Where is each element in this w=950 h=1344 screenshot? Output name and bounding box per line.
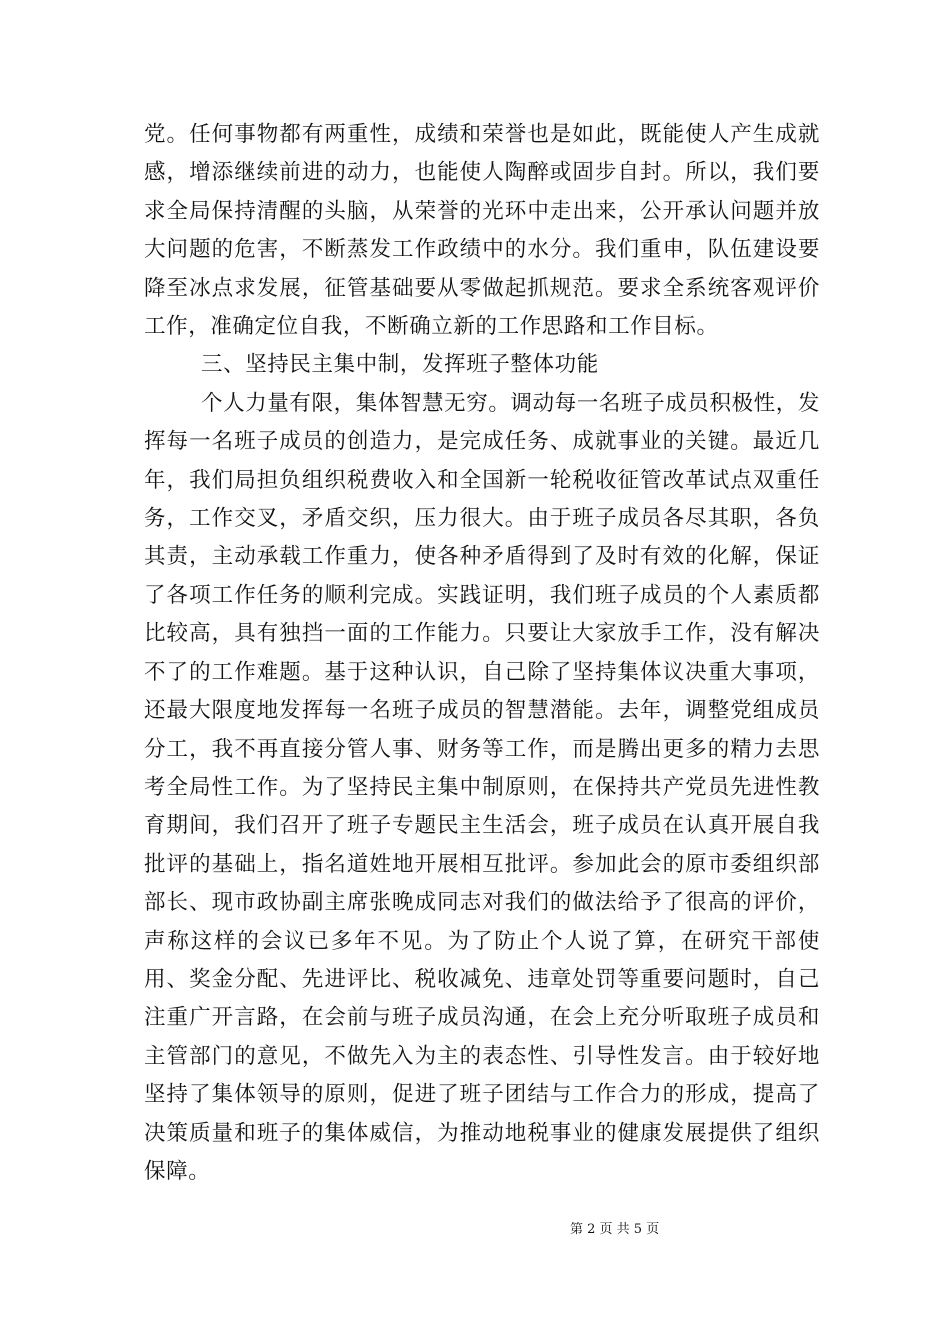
- section-heading: 三、坚持民主集中制，发挥班子整体功能: [201, 352, 599, 378]
- paragraph-body: 个人力量有限，集体智慧无穷。调动每一名班子成员积极性，发挥每一名班子成员的创造力，是完成任务、成就事业的关键。最近几年，我们局担负组织税费收入和全国新一轮税收征管改革试点双重任务，工作交叉，矛盾交织，压力很大。由于班子成员各尽其职，各负其责，主动承载工作重力，使各种矛盾得到了及时有效的化解，保证了各项工作任务的顺利完成。实践证明，我们班子成员的个人素质都比较高，具有独挡一面的工作能力。只要让大家放手工作，没有解决不了的工作难题。基于这种认识，自己除了坚持集体议决重大事项，还最大限度地发挥每一名班子成员的智慧潜能。去年，调整党组成员分工，我不再直接分管人事、财务等工作，而是腾出更多的精力去思考全局性工作。为了坚持民主集中制原则，在保持共产党员先进性教育期间，我们召开了班子专题民主生活会，班子成员在认真开展自我批评的基础上，指名道姓地开展相互批评。参加此会的原市委组织部部长、现市政协副主席张晚成同志对我们的做法给予了很高的评价，声称这样的会议已多年不见。为了防止个人说了算，在研究干部使用、奖金分配、先进评比、税收减免、违章处罚等重要问题时，自己注重广开言路，在会前与班子成员沟通，在会上充分听取班子成员和主管部门的意见，不做先入为主的表态性、引导性发言。由于较好地坚持了集体领导的原则，促进了班子团结与工作合力的形成，提高了决策质量和班子的集体威信，为推动地税事业的健康发展提供了组织保障。: [144, 390, 820, 1184]
- document-body: [144, 116, 820, 1191]
- page-footer: 第 2 页 共 5 页: [570, 1222, 660, 1237]
- paragraph-continuation: 党。任何事物都有两重性，成绩和荣誉也是如此，既能使人产生成就感，增添继续前进的动力，也能使人陶醉或固步自封。所以，我们要求全局保持清醒的头脑，从荣誉的光环中走出来，公开承认问题并放大问题的危害，不断蒸发工作政绩中的水分。我们重申，队伍建设要降至冰点求发展，征管基础要从零做起抓规范。要求全系统客观评价工作，准确定位自我，不断确立新的工作思路和工作目标。: [144, 122, 820, 340]
